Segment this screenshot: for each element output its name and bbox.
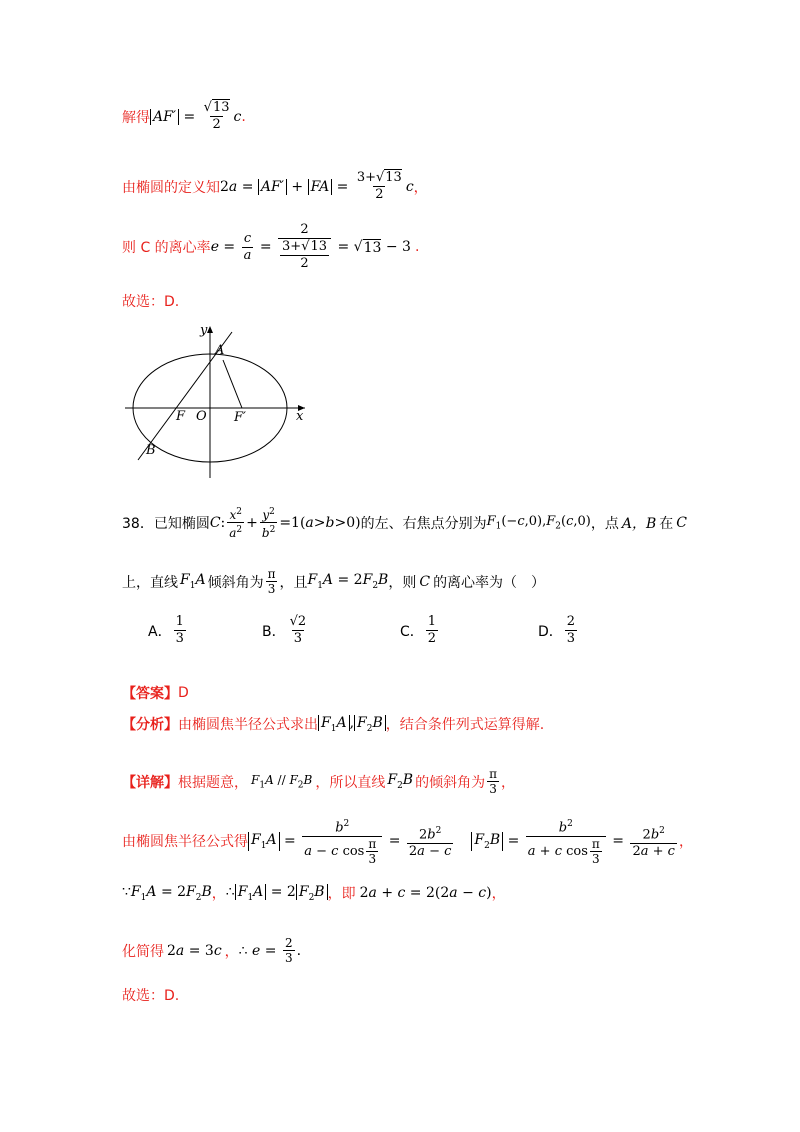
label-y: y xyxy=(200,323,208,338)
because-vector: $\because F_1A = 2F_2B$ xyxy=(122,883,212,903)
curve-c-2: C xyxy=(419,573,431,590)
analysis-tag: 【分析】 xyxy=(122,717,178,733)
solution-line-3 xyxy=(122,222,419,272)
question-line2-e: 的离心率为（ ） xyxy=(433,574,546,591)
foci-coordinates: $F_1(-c,0),F_2(c,0)$ xyxy=(486,513,591,532)
angle-pi-3: $\frac{\pi}{3}$ xyxy=(267,567,276,596)
option-c-value: $\frac{1}{2}$ xyxy=(427,614,437,646)
line-f2b: $F_2B$ xyxy=(387,772,414,791)
option-a-value: $\frac{1}{3}$ xyxy=(175,614,184,646)
label-x: x xyxy=(296,409,304,424)
option-c-label: C． xyxy=(400,623,424,640)
option-a-label: A． xyxy=(148,623,172,640)
analysis-text-b: ，结合条件列式运算得解. xyxy=(385,717,545,733)
question-line2-c: ，且 xyxy=(279,574,308,591)
math-eccentricity: e = $\frac{c}{a}$ = 2 3+√13 2 = √ 13 − 3 xyxy=(210,222,411,271)
analysis-section xyxy=(122,714,544,734)
eccentricity-result: ∴ e = $\frac{2}{3}$ . xyxy=(238,936,302,965)
answer-section xyxy=(122,683,189,703)
question-line2-a: 上，直线 xyxy=(122,574,178,591)
final-equation: 2a + c = 2(2a − c) xyxy=(359,885,492,901)
period: . xyxy=(414,239,420,255)
ellipse-equation: C : $\frac{x^2}{a^2}$ + $\frac{y^2}{b^2}$ =1( a > b >0) xyxy=(209,507,361,540)
focal-suffix: ， xyxy=(678,834,693,851)
answer-tag: 【答案】 xyxy=(122,686,178,702)
detail-angle: $\frac{\pi}{3}$ xyxy=(489,767,497,796)
option-d-label: D． xyxy=(538,623,563,640)
detail-line-1 xyxy=(122,767,515,796)
question-38-line-1 xyxy=(122,505,687,540)
question-stem-b: 的左、右焦点分别为 xyxy=(360,515,487,532)
detail-text-a: 根据题意， xyxy=(178,774,248,791)
parallel-relation: $F_1A // F_2B$ xyxy=(251,772,313,791)
question-line2-b: 倾斜角为 xyxy=(207,574,264,591)
curve-c: C xyxy=(676,514,687,531)
math-2a: 2 a = AF′ + FA = $\frac{3+√13}{2}$ c xyxy=(220,170,414,202)
detail-tag: 【详解】 xyxy=(122,774,178,791)
option-b-value: $\frac{√2}{3}$ xyxy=(289,614,307,646)
analysis-text-a: 由椭圆焦半径公式求出 xyxy=(178,717,318,733)
ellipse-figure xyxy=(120,320,320,490)
analysis-math: $F_1A$ , $F_2B$ xyxy=(318,715,386,734)
focal-f2b: $F_2B$ = $b^2$ a + c cos $\frac{\pi}{3}$ = $\frac{2b^2}{2a + c}$ xyxy=(471,816,679,866)
points-ab: A，B xyxy=(621,515,657,532)
simplify-prefix: 化简得 xyxy=(122,943,164,960)
question-number: 38． xyxy=(122,515,154,532)
question-stem-d: 在 xyxy=(659,515,674,532)
answer-choice-2: 故选：D. xyxy=(122,988,180,1004)
answer-value: D xyxy=(178,685,189,701)
question-38-line-2 xyxy=(122,567,545,596)
comma-1: ， xyxy=(211,886,226,902)
question-stem-c: ，点 xyxy=(590,515,619,532)
focal-f1a: $F_1A$ = $b^2$ a − c cos $\frac{\pi}{3}$ = $\frac{2b^2}{2a - c}$ xyxy=(248,816,455,866)
vector-equation: $F_1A = 2F_2B$ xyxy=(307,572,389,591)
simplify-equation: 2a = 3c xyxy=(167,942,222,959)
text-eccentricity: 则 C 的离心率 xyxy=(122,240,211,256)
period: . xyxy=(241,108,246,125)
option-d-value: $\frac{2}{3}$ xyxy=(566,614,576,646)
option-b-label: B． xyxy=(262,623,286,640)
detail-text-b: ，所以直线 xyxy=(315,774,386,791)
option-c[interactable] xyxy=(400,614,440,647)
therefore-length: ∴ $F_1A = 2$ $F_2B$ xyxy=(226,884,328,903)
segment-af-prime xyxy=(223,360,242,408)
text-jiede: 解得 xyxy=(122,109,150,126)
label-f-prime: F′ xyxy=(234,410,246,425)
comma-3: ， xyxy=(224,943,239,960)
solution-line-2 xyxy=(122,170,428,203)
text-ji: ，即 xyxy=(327,886,356,902)
simplify-line xyxy=(122,936,301,965)
y-axis-arrow xyxy=(207,326,213,333)
option-b[interactable] xyxy=(262,614,310,647)
label-f: F xyxy=(176,409,186,424)
solution-line-1 xyxy=(122,100,246,133)
comma: ， xyxy=(413,179,428,196)
answer-choice-1: 故选：D. xyxy=(122,294,180,310)
detail-text-d: ， xyxy=(500,774,515,791)
focal-radius-line xyxy=(122,816,693,866)
label-a: A xyxy=(215,343,225,358)
option-a[interactable] xyxy=(148,614,188,647)
because-line xyxy=(122,883,506,903)
question-line2-d: ，则 xyxy=(388,574,417,591)
label-o: O xyxy=(196,409,207,424)
text-ellipse-definition: 由椭圆的定义知 xyxy=(122,179,220,196)
detail-text-c: 的倾斜角为 xyxy=(415,774,486,791)
label-b: B xyxy=(146,443,156,458)
question-stem-a: 已知椭圆 xyxy=(153,515,210,532)
line-f1a: $F_1A$ xyxy=(180,572,206,591)
option-d[interactable] xyxy=(538,614,579,647)
comma-2: ， xyxy=(491,886,506,902)
focal-prefix: 由椭圆焦半径公式得 xyxy=(122,834,248,851)
math-af-prime: AF′ = $\frac{√13}{2}$ c xyxy=(150,100,241,133)
